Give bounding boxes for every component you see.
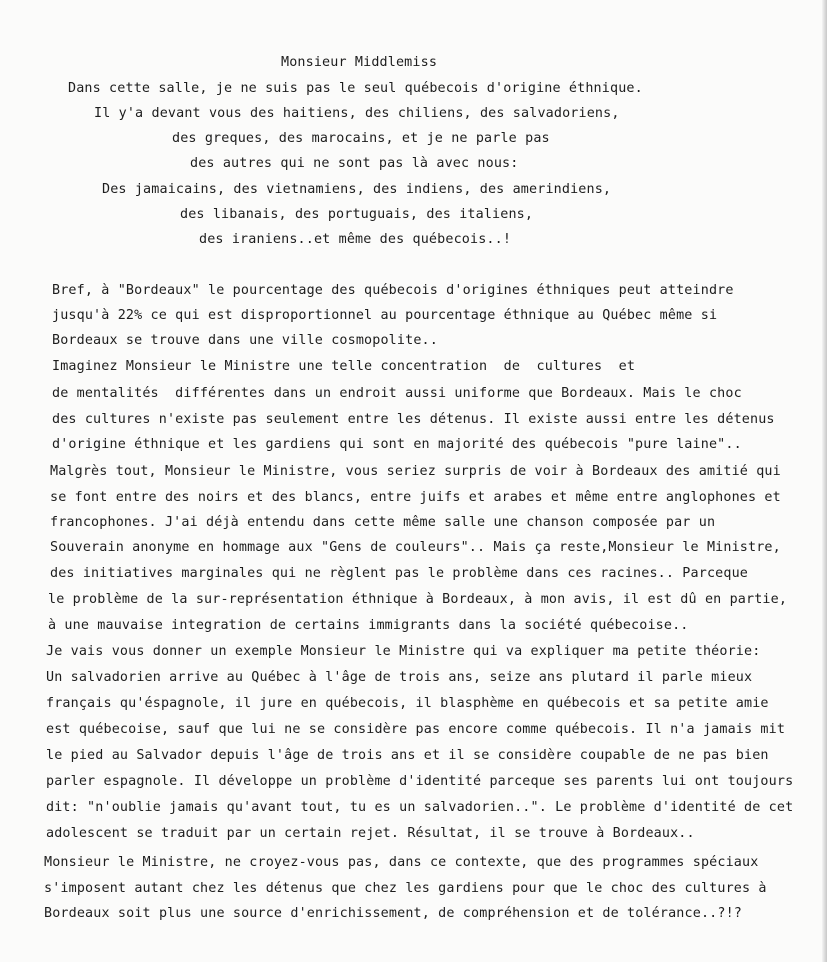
body-line-17: français qu'éspagnole, il jure en québecois, il blasphème en québecois et sa petite amie [46,696,769,711]
closing-line-1: Monsieur le Ministre, ne croyez-vous pas, dans ce contexte, que des programmes spéciaux [44,855,759,870]
body-line-16: Un salvadorien arrive au Québec à l'âge de trois ans, seize ans plutard il parle mieux [46,670,753,685]
body-line-4: Imaginez Monsieur le Ministre une telle concentration de cultures et [52,359,636,374]
body-line-8: Malgrès tout, Monsieur le Ministre, vous seriez surpris de voir à Bordeaux des amitié qui [50,464,781,479]
body-line-18: est québecoise, sauf que lui ne se considère pas encore comme québecois. Il n'a jamais mit [46,722,786,737]
page-edge-shadow [822,0,827,962]
intro-line-4: des autres qui ne sont pas là avec nous: [190,156,519,171]
intro-line-7: des iraniens..et même des québecois..! [199,232,512,247]
body-line-13: le problème de la sur-représentation éthnique à Bordeaux, à mon avis, il est dû en partie, [48,592,788,607]
body-line-22: adolescent se traduit par un certain rejet. Résultat, il se trouve à Bordeaux.. [46,826,695,841]
body-line-12: des initiatives marginales qui ne règlent pas le problème dans ces racines.. Parceque [50,566,749,581]
intro-line-3: des greques, des marocains, et je ne parle pas [172,131,550,146]
intro-line-6: des libanais, des portuguais, des italiens, [180,207,534,222]
body-line-3: Bordeaux se trouve dans une ville cosmopolite.. [52,333,438,348]
body-line-7: d'origine éthnique et les gardiens qui sont en majorité des québecois "pure laine".. [52,437,742,452]
body-line-5: de mentalités différentes dans un endroit aussi uniforme que Bordeaux. Mais le choc [52,386,742,401]
body-line-11: Souverain anonyme en hommage aux "Gens de couleurs".. Mais ça reste,Monsieur le Ministre, [50,540,781,555]
body-line-21: dit: "n'oublie jamais qu'avant tout, tu es un salvadorien..". Le problème d'identité de cet [46,800,794,815]
body-line-10: francophones. J'ai déjà entendu dans cette même salle une chanson composée par un [50,515,716,530]
body-line-14: à une mauvaise integration de certains immigrants dans la société québecoise.. [48,618,689,633]
body-line-19: le pied au Salvador depuis l'âge de trois ans et il se considère coupable de ne pas bien [46,748,769,763]
body-line-15: Je vais vous donner un exemple Monsieur le Ministre qui va expliquer ma petite théorie: [46,644,761,659]
body-line-20: parler espagnole. Il développe un problème d'identité parceque ses parents lui ont toujours [46,774,794,789]
body-line-1: Bref, à "Bordeaux" le pourcentage des québecois d'origines éthniques peut atteindre [52,283,734,298]
letter-salutation: Monsieur Middlemiss [281,55,438,70]
closing-line-2: s'imposent autant chez les détenus que chez les gardiens pour que le choc des cultures à [44,881,767,896]
intro-line-1: Dans cette salle, je ne suis pas le seul québecois d'origine éthnique. [68,81,643,96]
intro-line-5: Des jamaicains, des vietnamiens, des indiens, des amerindiens, [102,182,612,197]
closing-line-3: Bordeaux soit plus une source d'enrichissement, de compréhension et de tolérance..?!? [44,906,743,921]
body-line-6: des cultures n'existe pas seulement entre les détenus. Il existe aussi entre les détenus [52,412,775,427]
body-line-2: jusqu'à 22% ce qui est disproportionnel au pourcentage éthnique au Québec même si [52,308,718,323]
intro-line-2: Il y'a devant vous des haitiens, des chiliens, des salvadoriens, [94,106,620,121]
body-line-9: se font entre des noirs et des blancs, entre juifs et arabes et même entre anglophones et [50,490,781,505]
